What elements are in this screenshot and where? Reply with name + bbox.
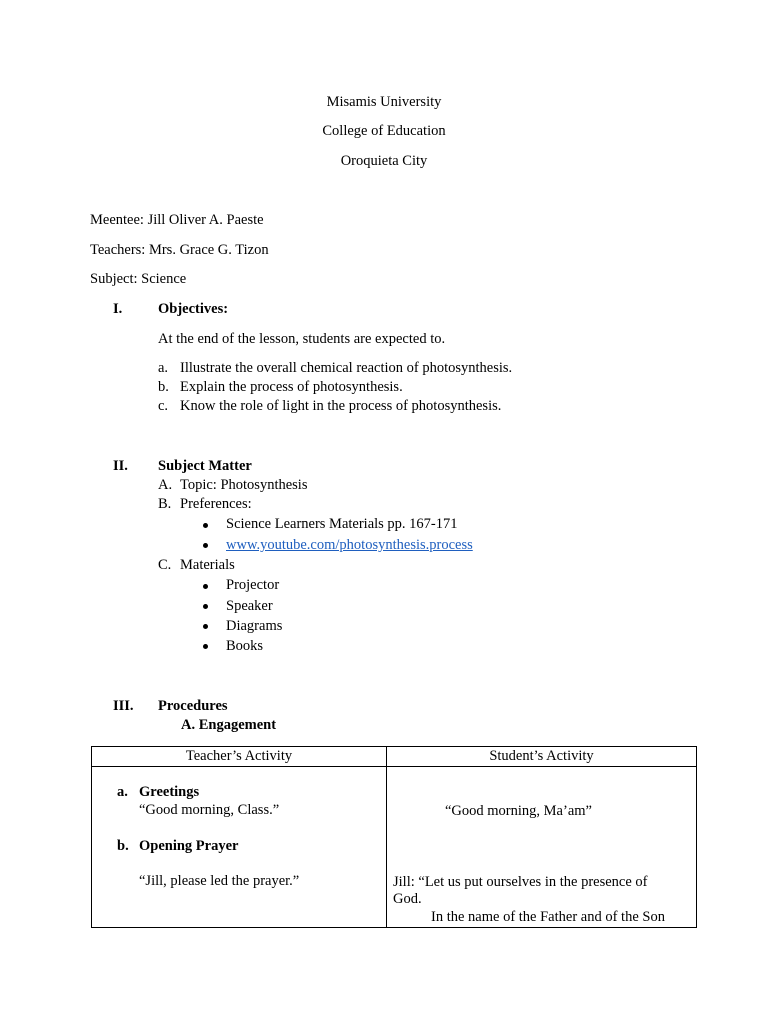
bullet-icon: [203, 543, 208, 548]
greetings-text: “Good morning, Class.”: [139, 802, 280, 818]
teachers-line: Teachers: Mrs. Grace G. Tizon: [90, 242, 269, 258]
materials-letter: C.: [158, 557, 172, 573]
objective-item: Illustrate the overall chemical reaction of photosynthesis.: [180, 360, 513, 376]
bullet-icon: [203, 523, 208, 528]
prayer-line: In the name of the Father and of the Son: [431, 909, 665, 925]
reference-link[interactable]: www.youtube.com/photosynthesis.process: [226, 537, 473, 553]
material-item: Projector: [226, 577, 280, 593]
objective-item: Know the role of light in the process of photosynthesis.: [180, 398, 502, 414]
prayer-line: Jill: “Let us put ourselves in the presence of: [393, 874, 648, 890]
prayer-text: “Jill, please led the prayer.”: [139, 873, 300, 889]
objective-item: Explain the process of photosynthesis.: [180, 379, 403, 395]
topic-letter: A.: [158, 477, 173, 493]
materials-text: Materials: [180, 557, 235, 573]
student-activity-cell: [387, 767, 697, 928]
preferences-letter: B.: [158, 496, 172, 512]
procedures-numeral: III.: [113, 698, 134, 714]
college-name: College of Education: [322, 123, 446, 139]
greetings-title: Greetings: [139, 784, 200, 800]
objective-letter: b.: [158, 379, 169, 395]
prayer-letter: b.: [117, 838, 129, 854]
material-item: Speaker: [226, 598, 273, 614]
greeting-reply: “Good morning, Ma’am”: [445, 803, 592, 819]
activity-table: [91, 746, 697, 928]
city-name: Oroquieta City: [340, 153, 428, 169]
objectives-title: Objectives:: [158, 301, 229, 317]
teacher-activity-cell: [92, 767, 387, 928]
student-activity-header: Student’s Activity: [387, 747, 697, 767]
objective-letter: a.: [158, 360, 169, 376]
subject-line: Subject: Science: [90, 271, 187, 287]
prayer-line: God.: [393, 891, 422, 907]
bullet-icon: [203, 604, 208, 609]
preferences-text: Preferences:: [180, 496, 252, 512]
table-header-row: [92, 747, 697, 767]
topic-text: Topic: Photosynthesis: [180, 477, 308, 493]
subject-matter-numeral: II.: [113, 458, 128, 474]
prayer-title: Opening Prayer: [139, 838, 239, 854]
teacher-activity-header: Teacher’s Activity: [92, 747, 387, 767]
table-row: [92, 767, 697, 928]
material-item: Books: [226, 638, 264, 654]
objectives-numeral: I.: [113, 301, 123, 317]
greetings-letter: a.: [117, 784, 128, 800]
bullet-icon: [203, 644, 208, 649]
mentee-line: Meentee: Jill Oliver A. Paeste: [90, 212, 264, 228]
objectives-intro: At the end of the lesson, students are expected to.: [158, 331, 446, 347]
bullet-icon: [203, 584, 208, 589]
procedures-title: Procedures: [158, 698, 228, 714]
bullet-icon: [203, 624, 208, 629]
university-name: Misamis University: [326, 94, 442, 110]
subject-matter-title: Subject Matter: [158, 458, 252, 474]
objective-letter: c.: [158, 398, 169, 414]
material-item: Diagrams: [226, 618, 283, 634]
reference-item: Science Learners Materials pp. 167-171: [226, 516, 458, 532]
engagement-subheading: A. Engagement: [181, 717, 277, 733]
